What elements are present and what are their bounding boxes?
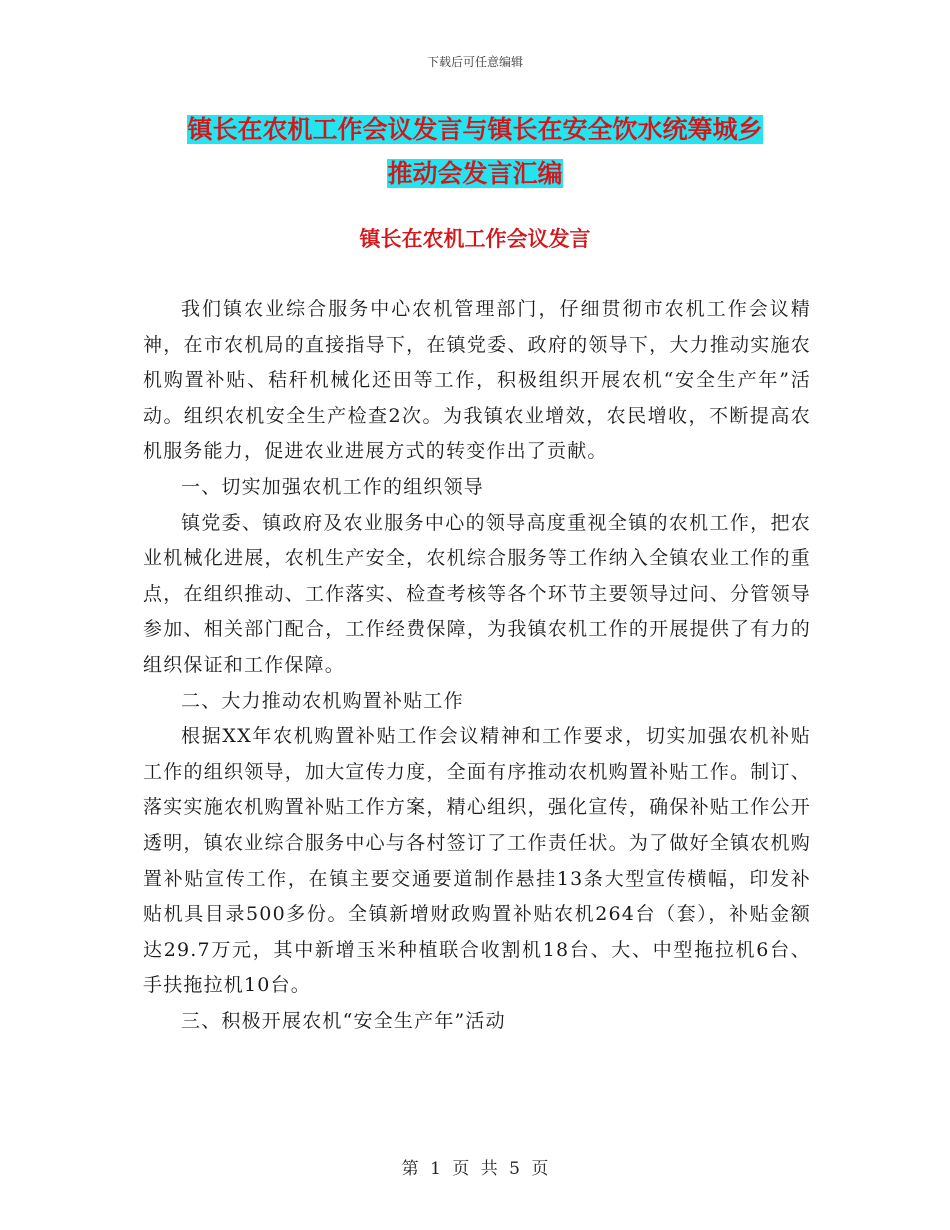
heading-2: 二、大力推动农机购置补贴工作	[181, 689, 464, 712]
paragraph-intro: 我们镇农业综合服务中心农机管理部门，仔细贯彻市农机工作会议精神，在市农机局的直接指导下，在镇党委、政府的领导下，大力推动实施农机购置补贴、秸秆机械化还田等工作，积极组织开展农机“安全生产年”活动。组织农机安全生产检查2次。为我镇农业增效，农民增收，不断提高农机服务能力，促进农业进展方式的转变作出了贡献。	[143, 298, 811, 463]
title-line-2: 推动会发言汇编	[387, 159, 563, 188]
document-title	[0, 108, 950, 196]
heading-1: 一、切实加强农机工作的组织领导	[181, 475, 485, 498]
page-footer: 第 1 页 共 5 页	[401, 1159, 549, 1179]
header-note: 下载后可任意编辑	[426, 55, 523, 69]
paragraph-1: 镇党委、镇政府及农业服务中心的领导高度重视全镇的农机工作，把农业机械化进展，农机生产安全，农机综合服务等工作纳入全镇农业工作的重点，在组织推动、工作落实、检查考核等各个环节主要领导过问、分管领导参加、相关部门配合，工作经费保障，为我镇农机工作的开展提供了有力的组织保证和工作保障。	[143, 511, 811, 676]
document-body	[143, 292, 811, 1039]
section-title: 镇长在农机工作会议发言	[359, 227, 591, 251]
heading-3: 三、积极开展农机“安全生产年”活动	[181, 1009, 506, 1032]
title-line-1: 镇长在农机工作会议发言与镇长在安全饮水统筹城乡	[187, 115, 763, 144]
paragraph-2: 根据XX年农机购置补贴工作会议精神和工作要求，切实加强农机补贴工作的组织领导，加大宣传力度，全面有序推动农机购置补贴工作。制订、落实实施农机购置补贴工作方案，精心组织，强化宣传，确保补贴工作公开透明，镇农业综合服务中心与各村签订了工作责任状。为了做好全镇农机购置补贴宣传工作，在镇主要交通要道制作悬挂13条大型宣传横幅，印发补贴机具目录500多份。全镇新增财政购置补贴农机264台（套），补贴金额达29.7万元，其中新增玉米种植联合收割机18台、大、中型拖拉机6台、手扶拖拉机10台。	[143, 725, 811, 997]
